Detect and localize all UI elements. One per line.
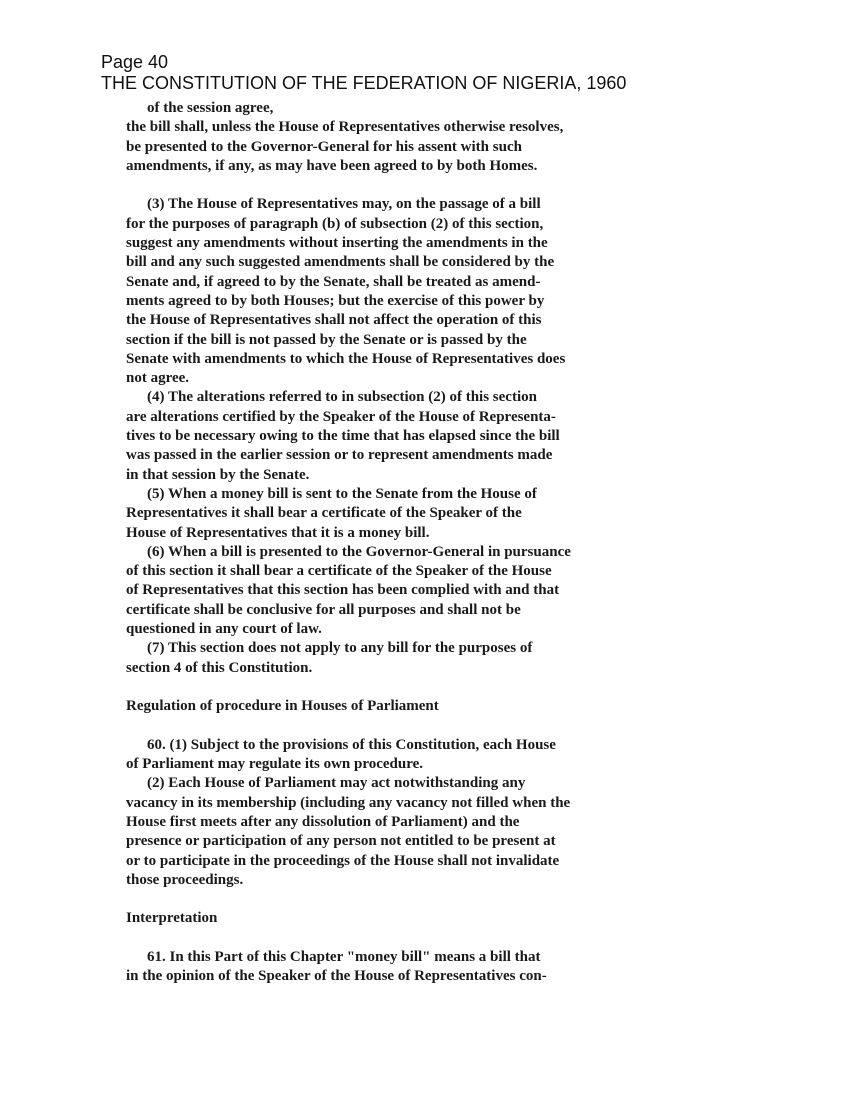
text-line: those proceedings. <box>126 871 244 888</box>
text-line: in the opinion of the Speaker of the House of Representatives con- <box>126 968 547 985</box>
text-line: (4) The alterations referred to in subsection (2) of this section <box>147 389 537 406</box>
text-line: are alterations certified by the Speaker of the House of Representa- <box>126 408 556 425</box>
text-line: (3) The House of Representatives may, on the passage of a bill <box>147 196 541 213</box>
text-line: (7) This section does not apply to any bill for the purposes of <box>147 640 533 657</box>
text-line: 61. In this Part of this Chapter "money bill" means a bill that <box>147 949 541 966</box>
text-line: of Representatives that this section has been complied with and that <box>126 582 560 599</box>
document-body <box>126 99 646 987</box>
text-line: the bill shall, unless the House of Representatives otherwise resolves, <box>126 119 564 136</box>
text-line: not agree. <box>126 370 190 387</box>
text-line: be presented to the Governor-General for his assent with such <box>126 138 522 155</box>
text-line: Senate and, if agreed to by the Senate, shall be treated as amend- <box>126 273 541 290</box>
text-line: (2) Each House of Parliament may act notwithstanding any <box>147 775 526 792</box>
section-heading: Interpretation <box>126 910 218 927</box>
text-line: the House of Representatives shall not affect the operation of this <box>126 312 542 329</box>
paragraph-gap <box>126 176 646 195</box>
text-line: House first meets after any dissolution of Parliament) and the <box>126 813 520 830</box>
text-line: bill and any such suggested amendments shall be considered by the <box>126 254 555 271</box>
text-line: or to participate in the proceedings of the House shall not invalidate <box>126 852 560 869</box>
text-line: for the purposes of paragraph (b) of subsection (2) of this section, <box>126 215 544 232</box>
paragraph-gap <box>126 890 646 909</box>
text-line: Representatives it shall bear a certificate of the Speaker of the <box>126 505 522 522</box>
text-line: of the session agree, <box>147 100 274 116</box>
text-line: in that session by the Senate. <box>126 466 310 483</box>
page-number: Page 40 <box>101 52 169 72</box>
text-line: Senate with amendments to which the House of Representatives does <box>126 350 566 367</box>
text-line: vacancy in its membership (including any vacancy not filled when the <box>126 794 571 811</box>
text-line: of this section it shall bear a certificate of the Speaker of the House <box>126 563 552 580</box>
text-line: ments agreed to by both Houses; but the exercise of this power by <box>126 292 545 309</box>
text-line: certificate shall be conclusive for all purposes and shall not be <box>126 601 521 618</box>
text-line: 60. (1) Subject to the provisions of this Constitution, each House <box>147 736 556 753</box>
paragraph-gap <box>126 678 646 697</box>
text-line: presence or participation of any person not entitled to be present at <box>126 833 556 850</box>
paragraph-gap <box>126 717 646 736</box>
section-heading: Regulation of procedure in Houses of Parliament <box>126 698 439 715</box>
text-line: section if the bill is not passed by the Senate or is passed by the <box>126 331 527 348</box>
text-line: questioned in any court of law. <box>126 621 322 638</box>
document-title: THE CONSTITUTION OF THE FEDERATION OF NIGERIA, 1960 <box>101 73 627 93</box>
text-line: section 4 of this Constitution. <box>126 659 313 676</box>
text-line: House of Representatives that it is a money bill. <box>126 524 430 541</box>
text-line: tives to be necessary owing to the time that has elapsed since the bill <box>126 428 560 445</box>
paragraph-gap <box>126 929 646 948</box>
text-line: suggest any amendments without inserting the amendments in the <box>126 235 548 252</box>
text-line: (5) When a money bill is sent to the Senate from the House of <box>147 485 537 502</box>
text-line: of Parliament may regulate its own procedure. <box>126 756 424 773</box>
text-line: (6) When a bill is presented to the Governor-General in pursuance <box>147 543 571 560</box>
text-line: was passed in the earlier session or to represent amendments made <box>126 447 553 464</box>
text-line: amendments, if any, as may have been agreed to by both Homes. <box>126 157 538 174</box>
